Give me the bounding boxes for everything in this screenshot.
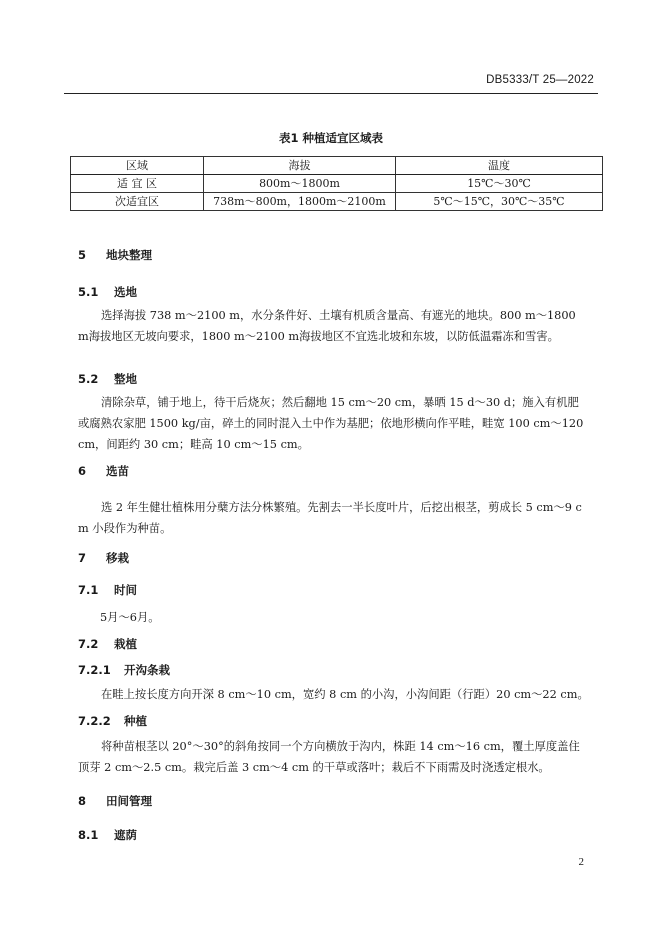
section-number: 5 xyxy=(78,248,87,262)
table-cell: 适 宜 区 xyxy=(71,175,204,193)
section-heading-7-2 xyxy=(78,639,137,651)
paragraph-transplant-time: 5月～6月。 xyxy=(100,611,160,624)
table-cell: 738m～800m，1800m～2100m xyxy=(204,193,396,211)
table-caption: 表1 种植适宜区域表 xyxy=(278,131,383,145)
section-heading-6 xyxy=(78,466,129,478)
section-title: 选苗 xyxy=(106,464,129,478)
section-number: 7.2.1 xyxy=(78,663,111,677)
column-header-altitude: 海拔 xyxy=(204,157,396,175)
section-heading-5 xyxy=(78,250,152,262)
section-number: 5.1 xyxy=(78,285,99,299)
section-title: 整地 xyxy=(114,372,137,386)
section-heading-5-2 xyxy=(78,374,137,386)
section-title: 时间 xyxy=(114,583,137,597)
paragraph-furrow-planting: 在畦上按长度方向开深 8 cm～10 cm，宽约 8 cm 的小沟，小沟间距（行距）20 cm～22 cm。 xyxy=(101,688,589,701)
section-heading-7-1 xyxy=(78,585,137,597)
section-heading-7-2-2 xyxy=(78,716,147,728)
document-code: DB5333/T 25—2022 xyxy=(486,74,594,86)
page-number: 2 xyxy=(578,856,584,868)
table-cell: 800m～1800m xyxy=(204,175,396,193)
section-number: 6 xyxy=(78,464,87,478)
paragraph-land-preparation: 清除杂草，铺于地上，待干后烧灰；然后翻地 15 cm～20 cm，暴晒 15 d～30 d；施入有机肥或腐熟农家肥 1500 kg/亩，碎土的同时混入土中作为基肥；依地形横向作平畦，畦宽 100 cm～120 cm，间距约 30 cm；畦高 10 cm～15 cm。 xyxy=(78,396,584,451)
section-heading-8-1 xyxy=(78,830,137,842)
section-title: 田间管理 xyxy=(106,794,152,808)
section-number: 8 xyxy=(78,794,87,808)
table-row xyxy=(71,193,603,211)
section-number: 7.1 xyxy=(78,583,99,597)
section-heading-8 xyxy=(78,796,152,808)
table-cell: 5℃～15℃，30℃～35℃ xyxy=(396,193,603,211)
column-header-zone: 区域 xyxy=(71,157,204,175)
section-number: 5.2 xyxy=(78,372,99,386)
suitable-zone-table xyxy=(70,156,603,211)
section-title: 种植 xyxy=(124,714,147,728)
paragraph-site-selection: 选择海拔 738 m～2100 m，水分条件好、土壤有机质含量高、有遮光的地块。800 m～1800 m海拔地区无坡向要求，1800 m～2100 m海拔地区不宜选北坡和东坡，以防低温霜冻和雪害。 xyxy=(78,309,576,343)
section-title: 栽植 xyxy=(114,637,137,651)
section-title: 遮荫 xyxy=(114,828,137,842)
section-number: 8.1 xyxy=(78,828,99,842)
section-heading-7 xyxy=(78,553,129,565)
table-row xyxy=(71,175,603,193)
section-heading-7-2-1 xyxy=(78,665,170,677)
section-number: 7.2.2 xyxy=(78,714,111,728)
section-title: 开沟条栽 xyxy=(124,663,170,677)
paragraph-seedling-selection: 选 2 年生健壮植株用分蘖方法分株繁殖。先割去一半长度叶片，后挖出根茎，剪成长 5 cm～9 cm 小段作为种苗。 xyxy=(78,501,582,535)
header-rule xyxy=(64,93,598,94)
table-header-row xyxy=(71,157,603,175)
table-cell: 15℃～30℃ xyxy=(396,175,603,193)
paragraph-planting: 将种苗根茎以 20°～30°的斜角按同一个方向横放于沟内，株距 14 cm～16 cm，覆土厚度盖住顶芽 2 cm～2.5 cm。栽完后盖 3 cm～4 cm 的干草或落叶；栽后不下雨需及时浇透定根水。 xyxy=(78,740,580,774)
section-title: 地块整理 xyxy=(106,248,152,262)
table-cell: 次适宜区 xyxy=(71,193,204,211)
section-title: 移栽 xyxy=(106,551,129,565)
section-number: 7.2 xyxy=(78,637,99,651)
section-number: 7 xyxy=(78,551,87,565)
section-title: 选地 xyxy=(114,285,137,299)
column-header-temperature: 温度 xyxy=(396,157,603,175)
section-heading-5-1 xyxy=(78,287,137,299)
